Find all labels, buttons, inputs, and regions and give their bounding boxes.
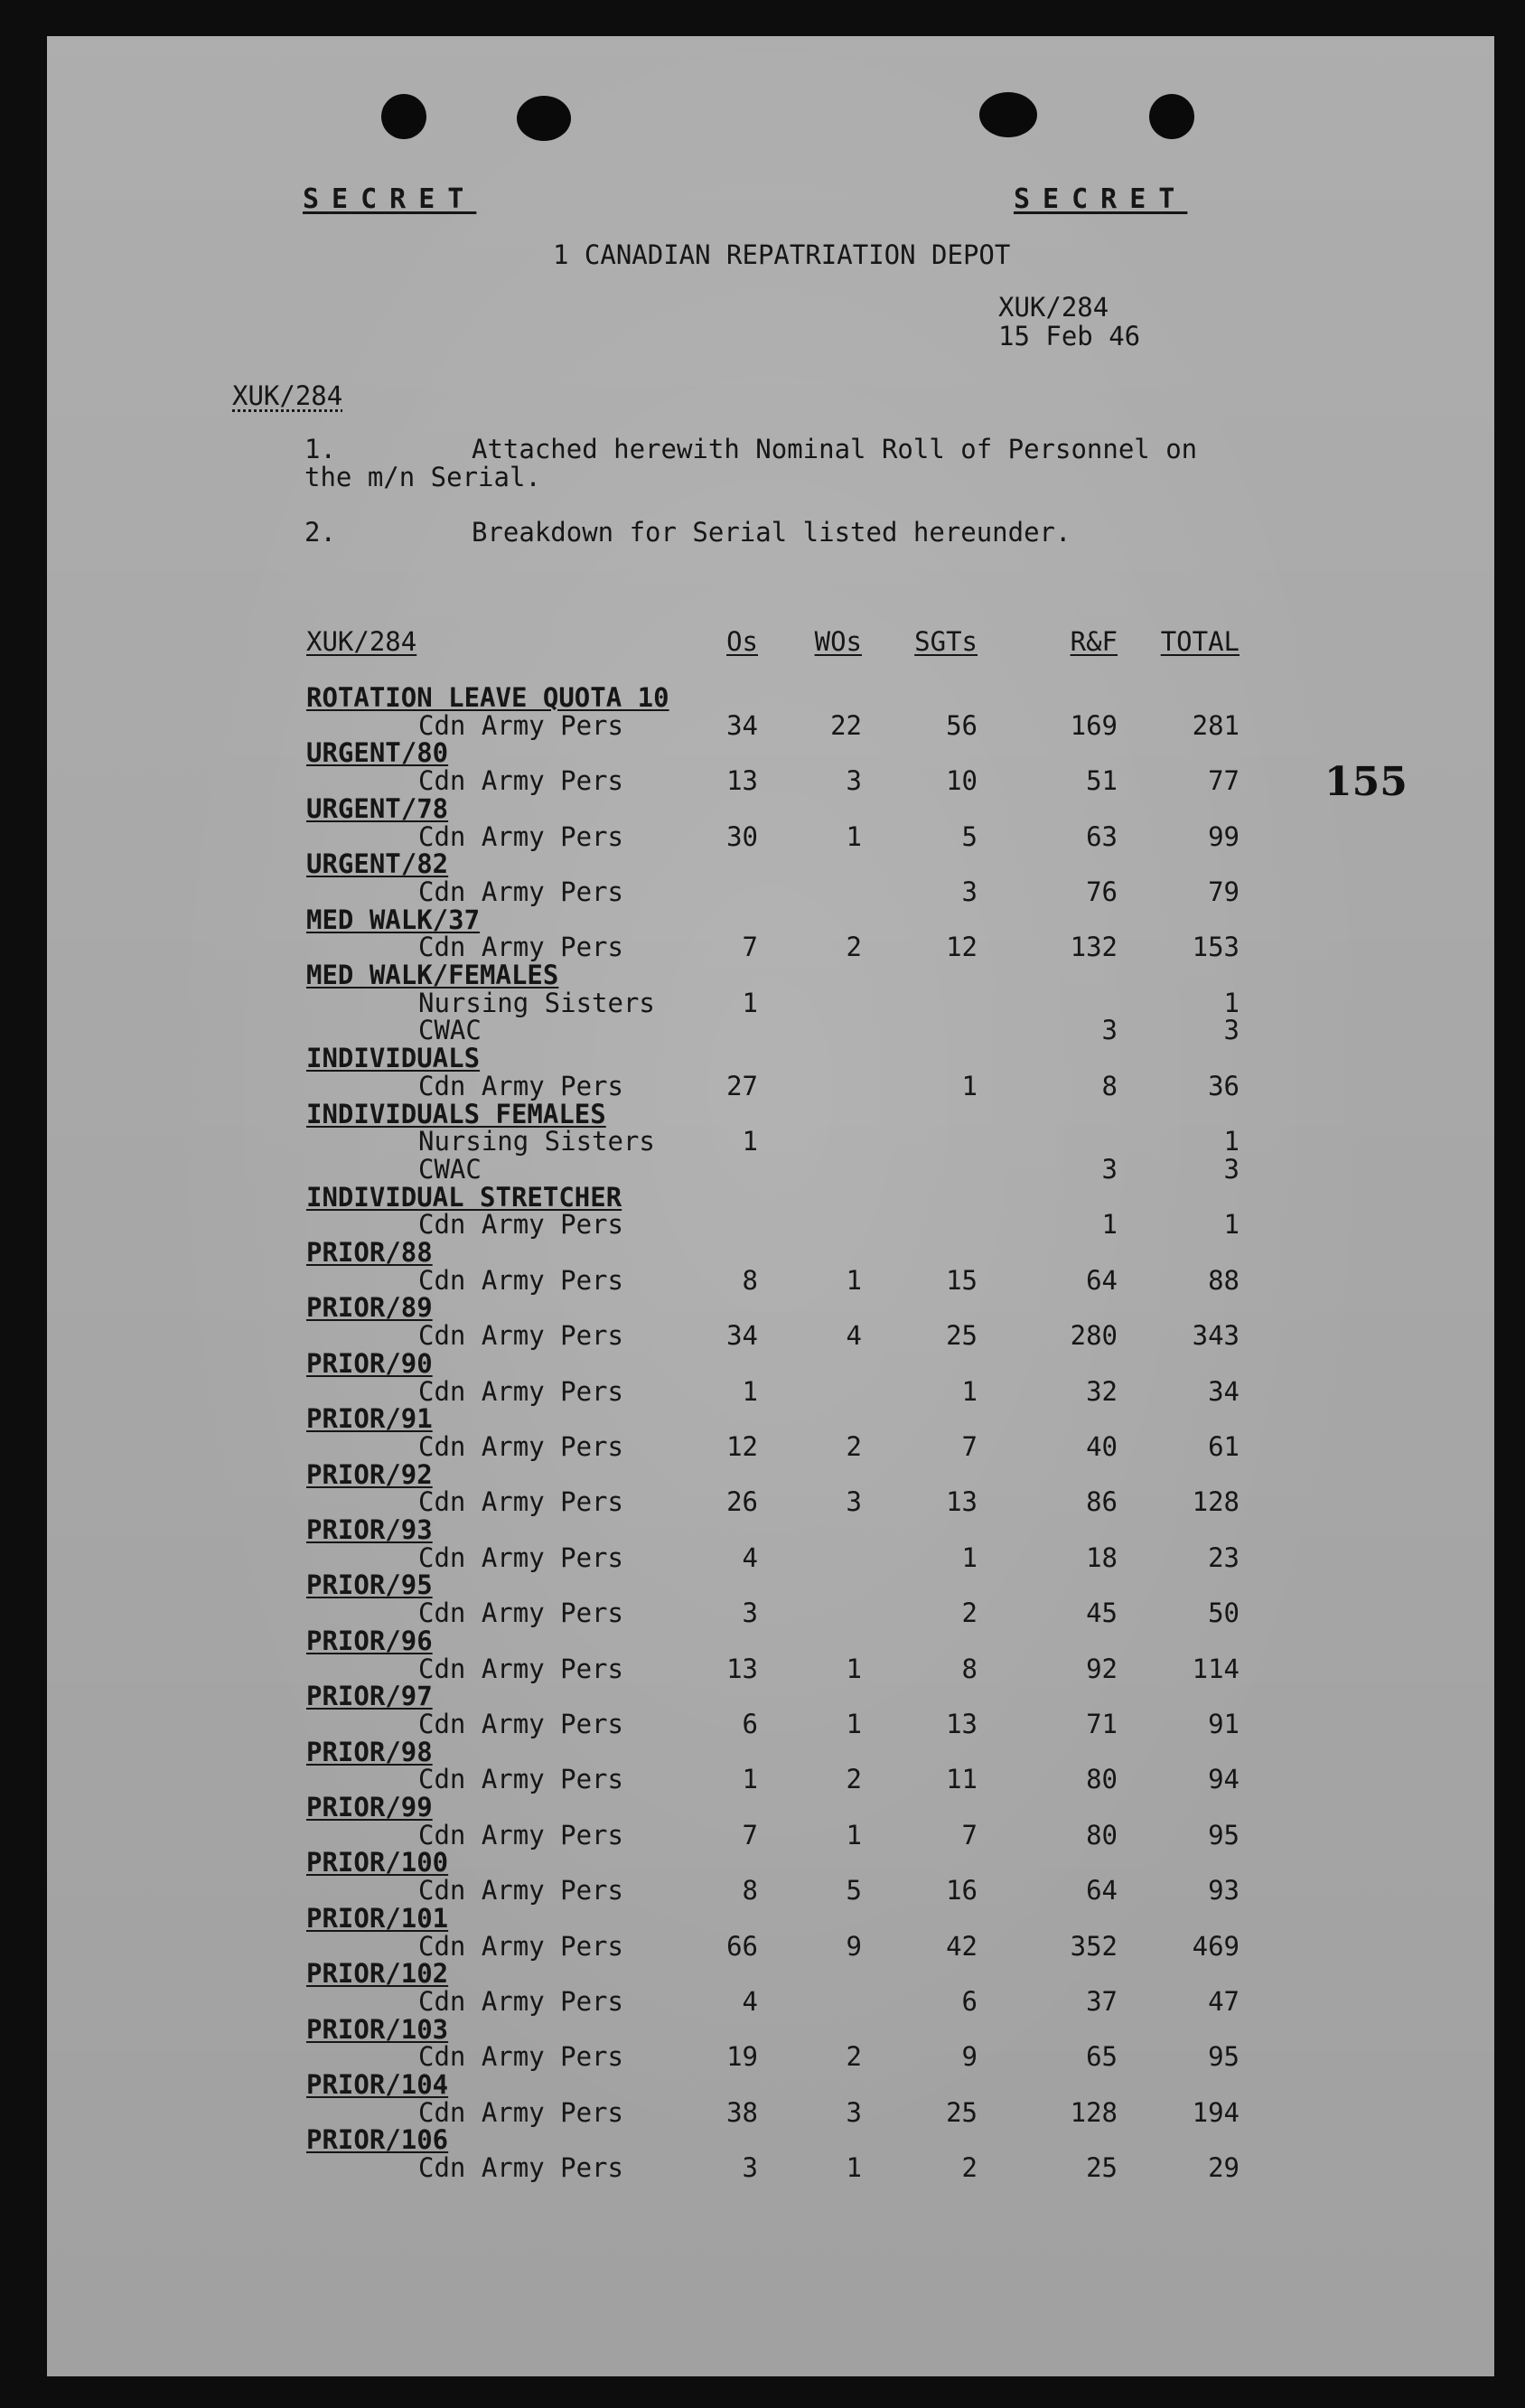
- rf-count: 65: [1086, 2041, 1118, 2073]
- personnel-category: Cdn Army Pers: [418, 1320, 623, 1352]
- column-header-wos: WOs: [814, 626, 862, 657]
- personnel-category: Cdn Army Pers: [418, 1070, 623, 1101]
- rf-count: 64: [1086, 1875, 1118, 1907]
- total-count: 194: [1192, 2096, 1240, 2128]
- rf-count: 3: [1101, 1153, 1118, 1185]
- rf-count: 80: [1086, 1819, 1118, 1851]
- personnel-category: Cdn Army Pers: [418, 820, 623, 852]
- total-count: 34: [1208, 1375, 1240, 1407]
- sgts-count: 16: [946, 1875, 978, 1907]
- sgts-count: 5: [961, 820, 978, 852]
- classification-right: SECRET: [1014, 183, 1188, 215]
- serial-name: INDIVIDUALS: [306, 1043, 481, 1074]
- punch-hole-left-1: [381, 94, 426, 139]
- column-header-sgts: SGTs: [914, 626, 978, 657]
- sgts-count: 8: [961, 1653, 978, 1684]
- total-count: 153: [1192, 932, 1240, 963]
- personnel-category: Cdn Army Pers: [418, 876, 623, 907]
- sgts-count: 2: [961, 2152, 978, 2184]
- serial-name: PRIOR/97: [306, 1681, 433, 1712]
- rf-count: 352: [1070, 1930, 1118, 1962]
- sgts-count: 1: [961, 1541, 978, 1573]
- os-count: 1: [742, 1126, 758, 1157]
- total-count: 281: [1192, 709, 1240, 741]
- personnel-category: CWAC: [418, 1015, 482, 1046]
- os-count: 1: [742, 987, 758, 1018]
- wos-count: 1: [846, 1708, 862, 1739]
- os-count: 6: [742, 1708, 758, 1739]
- sgts-count: 7: [961, 1430, 978, 1462]
- personnel-category: CWAC: [418, 1153, 482, 1185]
- punch-hole-right-1: [979, 92, 1037, 137]
- os-count: 66: [726, 1930, 758, 1962]
- personnel-category: Cdn Army Pers: [418, 1875, 623, 1907]
- rf-count: 86: [1086, 1486, 1118, 1518]
- personnel-category: Cdn Army Pers: [418, 1541, 623, 1573]
- column-header-os: Os: [726, 626, 758, 657]
- serial-name: URGENT/82: [306, 848, 449, 880]
- serial-name: PRIOR/88: [306, 1237, 433, 1268]
- serial-name: INDIVIDUAL STRETCHER: [306, 1181, 622, 1213]
- total-count: 47: [1208, 1985, 1240, 2017]
- unit-title: 1 CANADIAN REPATRIATION DEPOT: [553, 239, 1011, 270]
- total-count: 79: [1208, 876, 1240, 907]
- personnel-category: Cdn Army Pers: [418, 1985, 623, 2017]
- os-count: 4: [742, 1541, 758, 1573]
- personnel-category: Cdn Army Pers: [418, 1430, 623, 1462]
- wos-count: 1: [846, 1819, 862, 1851]
- serial-name: PRIOR/106: [306, 2124, 449, 2156]
- serial-name: MED WALK/37: [306, 904, 481, 935]
- total-count: 95: [1208, 1819, 1240, 1851]
- personnel-category: Cdn Army Pers: [418, 2096, 623, 2128]
- rf-count: 92: [1086, 1653, 1118, 1684]
- sgts-count: 56: [946, 709, 978, 741]
- column-header-rf: R&F: [1070, 626, 1118, 657]
- os-count: 1: [742, 1764, 758, 1795]
- personnel-category: Cdn Army Pers: [418, 709, 623, 741]
- classification-left: SECRET: [303, 183, 477, 215]
- personnel-category: Cdn Army Pers: [418, 2152, 623, 2184]
- rf-count: 18: [1086, 1541, 1118, 1573]
- personnel-category: Cdn Army Pers: [418, 1264, 623, 1296]
- sgts-count: 15: [946, 1264, 978, 1296]
- personnel-category: Cdn Army Pers: [418, 1653, 623, 1684]
- sgts-count: 42: [946, 1930, 978, 1962]
- os-count: 13: [726, 765, 758, 797]
- personnel-category: Cdn Army Pers: [418, 1375, 623, 1407]
- wos-count: 1: [846, 1653, 862, 1684]
- rf-count: 280: [1070, 1320, 1118, 1352]
- total-count: 114: [1192, 1653, 1240, 1684]
- total-count: 94: [1208, 1764, 1240, 1795]
- wos-count: 3: [846, 765, 862, 797]
- para1-text: Attached herewith Nominal Roll of Personnel on: [472, 434, 1198, 464]
- total-count: 29: [1208, 2152, 1240, 2184]
- rf-count: 45: [1086, 1598, 1118, 1629]
- personnel-category: Nursing Sisters: [418, 1126, 655, 1157]
- document-page: [47, 36, 1494, 2376]
- sgts-count: 2: [961, 1598, 978, 1629]
- serial-name: PRIOR/104: [306, 2069, 449, 2100]
- os-count: 26: [726, 1486, 758, 1518]
- os-count: 7: [742, 1819, 758, 1851]
- rf-count: 32: [1086, 1375, 1118, 1407]
- para2-number: 2.: [304, 517, 336, 548]
- sgts-count: 25: [946, 1320, 978, 1352]
- total-count: 23: [1208, 1541, 1240, 1573]
- rf-count: 8: [1101, 1070, 1118, 1101]
- file-reference: XUK/284: [232, 380, 343, 411]
- sgts-count: 13: [946, 1486, 978, 1518]
- personnel-category: Cdn Army Pers: [418, 1598, 623, 1629]
- total-count: 1: [1223, 1126, 1240, 1157]
- personnel-category: Cdn Army Pers: [418, 1486, 623, 1518]
- os-count: 19: [726, 2041, 758, 2073]
- sgts-count: 13: [946, 1708, 978, 1739]
- personnel-category: Cdn Army Pers: [418, 1819, 623, 1851]
- wos-count: 3: [846, 1486, 862, 1518]
- sgts-count: 3: [961, 876, 978, 907]
- personnel-category: Cdn Army Pers: [418, 765, 623, 797]
- total-count: 91: [1208, 1708, 1240, 1739]
- total-count: 469: [1192, 1930, 1240, 1962]
- rf-count: 64: [1086, 1264, 1118, 1296]
- os-count: 27: [726, 1070, 758, 1101]
- os-count: 12: [726, 1430, 758, 1462]
- serial-name: PRIOR/102: [306, 1958, 449, 1990]
- rf-count: 3: [1101, 1015, 1118, 1046]
- rf-count: 37: [1086, 1985, 1118, 2017]
- total-count: 1: [1223, 1209, 1240, 1241]
- os-count: 38: [726, 2096, 758, 2128]
- wos-count: 2: [846, 1430, 862, 1462]
- serial-name: PRIOR/93: [306, 1514, 433, 1545]
- serial-name: PRIOR/92: [306, 1458, 433, 1490]
- sgts-count: 1: [961, 1375, 978, 1407]
- para2-text: Breakdown for Serial listed hereunder.: [472, 517, 1071, 548]
- wos-count: 1: [846, 1264, 862, 1296]
- rf-count: 40: [1086, 1430, 1118, 1462]
- personnel-category: Cdn Army Pers: [418, 1708, 623, 1739]
- reference-number: XUK/284: [998, 292, 1109, 323]
- serial-name: PRIOR/96: [306, 1625, 433, 1656]
- rf-count: 51: [1086, 765, 1118, 797]
- personnel-category: Cdn Army Pers: [418, 932, 623, 963]
- sgts-count: 12: [946, 932, 978, 963]
- serial-column-header: XUK/284: [306, 626, 417, 657]
- wos-count: 2: [846, 1764, 862, 1795]
- wos-count: 1: [846, 2152, 862, 2184]
- sgts-count: 1: [961, 1070, 978, 1101]
- os-count: 13: [726, 1653, 758, 1684]
- rf-count: 76: [1086, 876, 1118, 907]
- wos-count: 22: [830, 709, 862, 741]
- rf-count: 25: [1086, 2152, 1118, 2184]
- os-count: 7: [742, 932, 758, 963]
- punch-hole-left-2: [517, 96, 571, 141]
- serial-name: URGENT/80: [306, 737, 449, 769]
- wos-count: 9: [846, 1930, 862, 1962]
- sgts-count: 9: [961, 2041, 978, 2073]
- personnel-category: Cdn Army Pers: [418, 1764, 623, 1795]
- rf-count: 80: [1086, 1764, 1118, 1795]
- total-count: 77: [1208, 765, 1240, 797]
- personnel-category: Cdn Army Pers: [418, 2041, 623, 2073]
- para1-number: 1.: [304, 434, 336, 464]
- total-count: 3: [1223, 1153, 1240, 1185]
- serial-name: MED WALK/FEMALES: [306, 960, 559, 990]
- os-count: 3: [742, 2152, 758, 2184]
- os-count: 1: [742, 1375, 758, 1407]
- wos-count: 2: [846, 932, 862, 963]
- serial-name: PRIOR/89: [306, 1292, 433, 1324]
- serial-name: PRIOR/90: [306, 1347, 433, 1379]
- wos-count: 2: [846, 2041, 862, 2073]
- document-date: 15 Feb 46: [998, 321, 1141, 351]
- rf-count: 1: [1101, 1209, 1118, 1241]
- total-count: 93: [1208, 1875, 1240, 1907]
- total-count: 88: [1208, 1264, 1240, 1296]
- sgts-count: 10: [946, 765, 978, 797]
- total-count: 95: [1208, 2041, 1240, 2073]
- column-header-total: TOTAL: [1160, 626, 1240, 657]
- total-count: 50: [1208, 1598, 1240, 1629]
- total-count: 36: [1208, 1070, 1240, 1101]
- rf-count: 128: [1070, 2096, 1118, 2128]
- rf-count: 71: [1086, 1708, 1118, 1739]
- wos-count: 3: [846, 2096, 862, 2128]
- sgts-count: 11: [946, 1764, 978, 1795]
- wos-count: 1: [846, 820, 862, 852]
- serial-name: URGENT/78: [306, 792, 449, 824]
- total-count: 99: [1208, 820, 1240, 852]
- total-count: 343: [1192, 1320, 1240, 1352]
- total-count: 3: [1223, 1015, 1240, 1046]
- total-count: 1: [1223, 987, 1240, 1018]
- personnel-category: Nursing Sisters: [418, 987, 655, 1018]
- os-count: 30: [726, 820, 758, 852]
- wos-count: 4: [846, 1320, 862, 1352]
- personnel-category: Cdn Army Pers: [418, 1209, 623, 1241]
- wos-count: 5: [846, 1875, 862, 1907]
- serial-name: PRIOR/98: [306, 1736, 433, 1767]
- os-count: 4: [742, 1985, 758, 2017]
- os-count: 8: [742, 1875, 758, 1907]
- serial-name: PRIOR/91: [306, 1403, 433, 1435]
- table-row: [47, 2152, 1494, 2191]
- os-count: 8: [742, 1264, 758, 1296]
- para1-continuation: the m/n Serial.: [304, 462, 541, 492]
- os-count: 3: [742, 1598, 758, 1629]
- serial-name: PRIOR/103: [306, 2013, 449, 2045]
- personnel-category: Cdn Army Pers: [418, 1930, 623, 1962]
- sgts-count: 6: [961, 1985, 978, 2017]
- sgts-count: 25: [946, 2096, 978, 2128]
- total-count: 128: [1192, 1486, 1240, 1518]
- serial-name: PRIOR/99: [306, 1792, 433, 1822]
- serial-name: ROTATION LEAVE QUOTA 10: [306, 682, 669, 713]
- page-number: 155: [1324, 759, 1408, 805]
- serial-name: INDIVIDUALS FEMALES: [306, 1098, 606, 1129]
- os-count: 34: [726, 1320, 758, 1352]
- punch-hole-right-2: [1149, 94, 1194, 139]
- total-count: 61: [1208, 1430, 1240, 1462]
- serial-name: PRIOR/101: [306, 1902, 449, 1934]
- serial-name: PRIOR/100: [306, 1847, 449, 1879]
- serial-name: PRIOR/95: [306, 1569, 433, 1601]
- sgts-count: 7: [961, 1819, 978, 1851]
- os-count: 34: [726, 709, 758, 741]
- rf-count: 132: [1070, 932, 1118, 963]
- rf-count: 63: [1086, 820, 1118, 852]
- rf-count: 169: [1070, 709, 1118, 741]
